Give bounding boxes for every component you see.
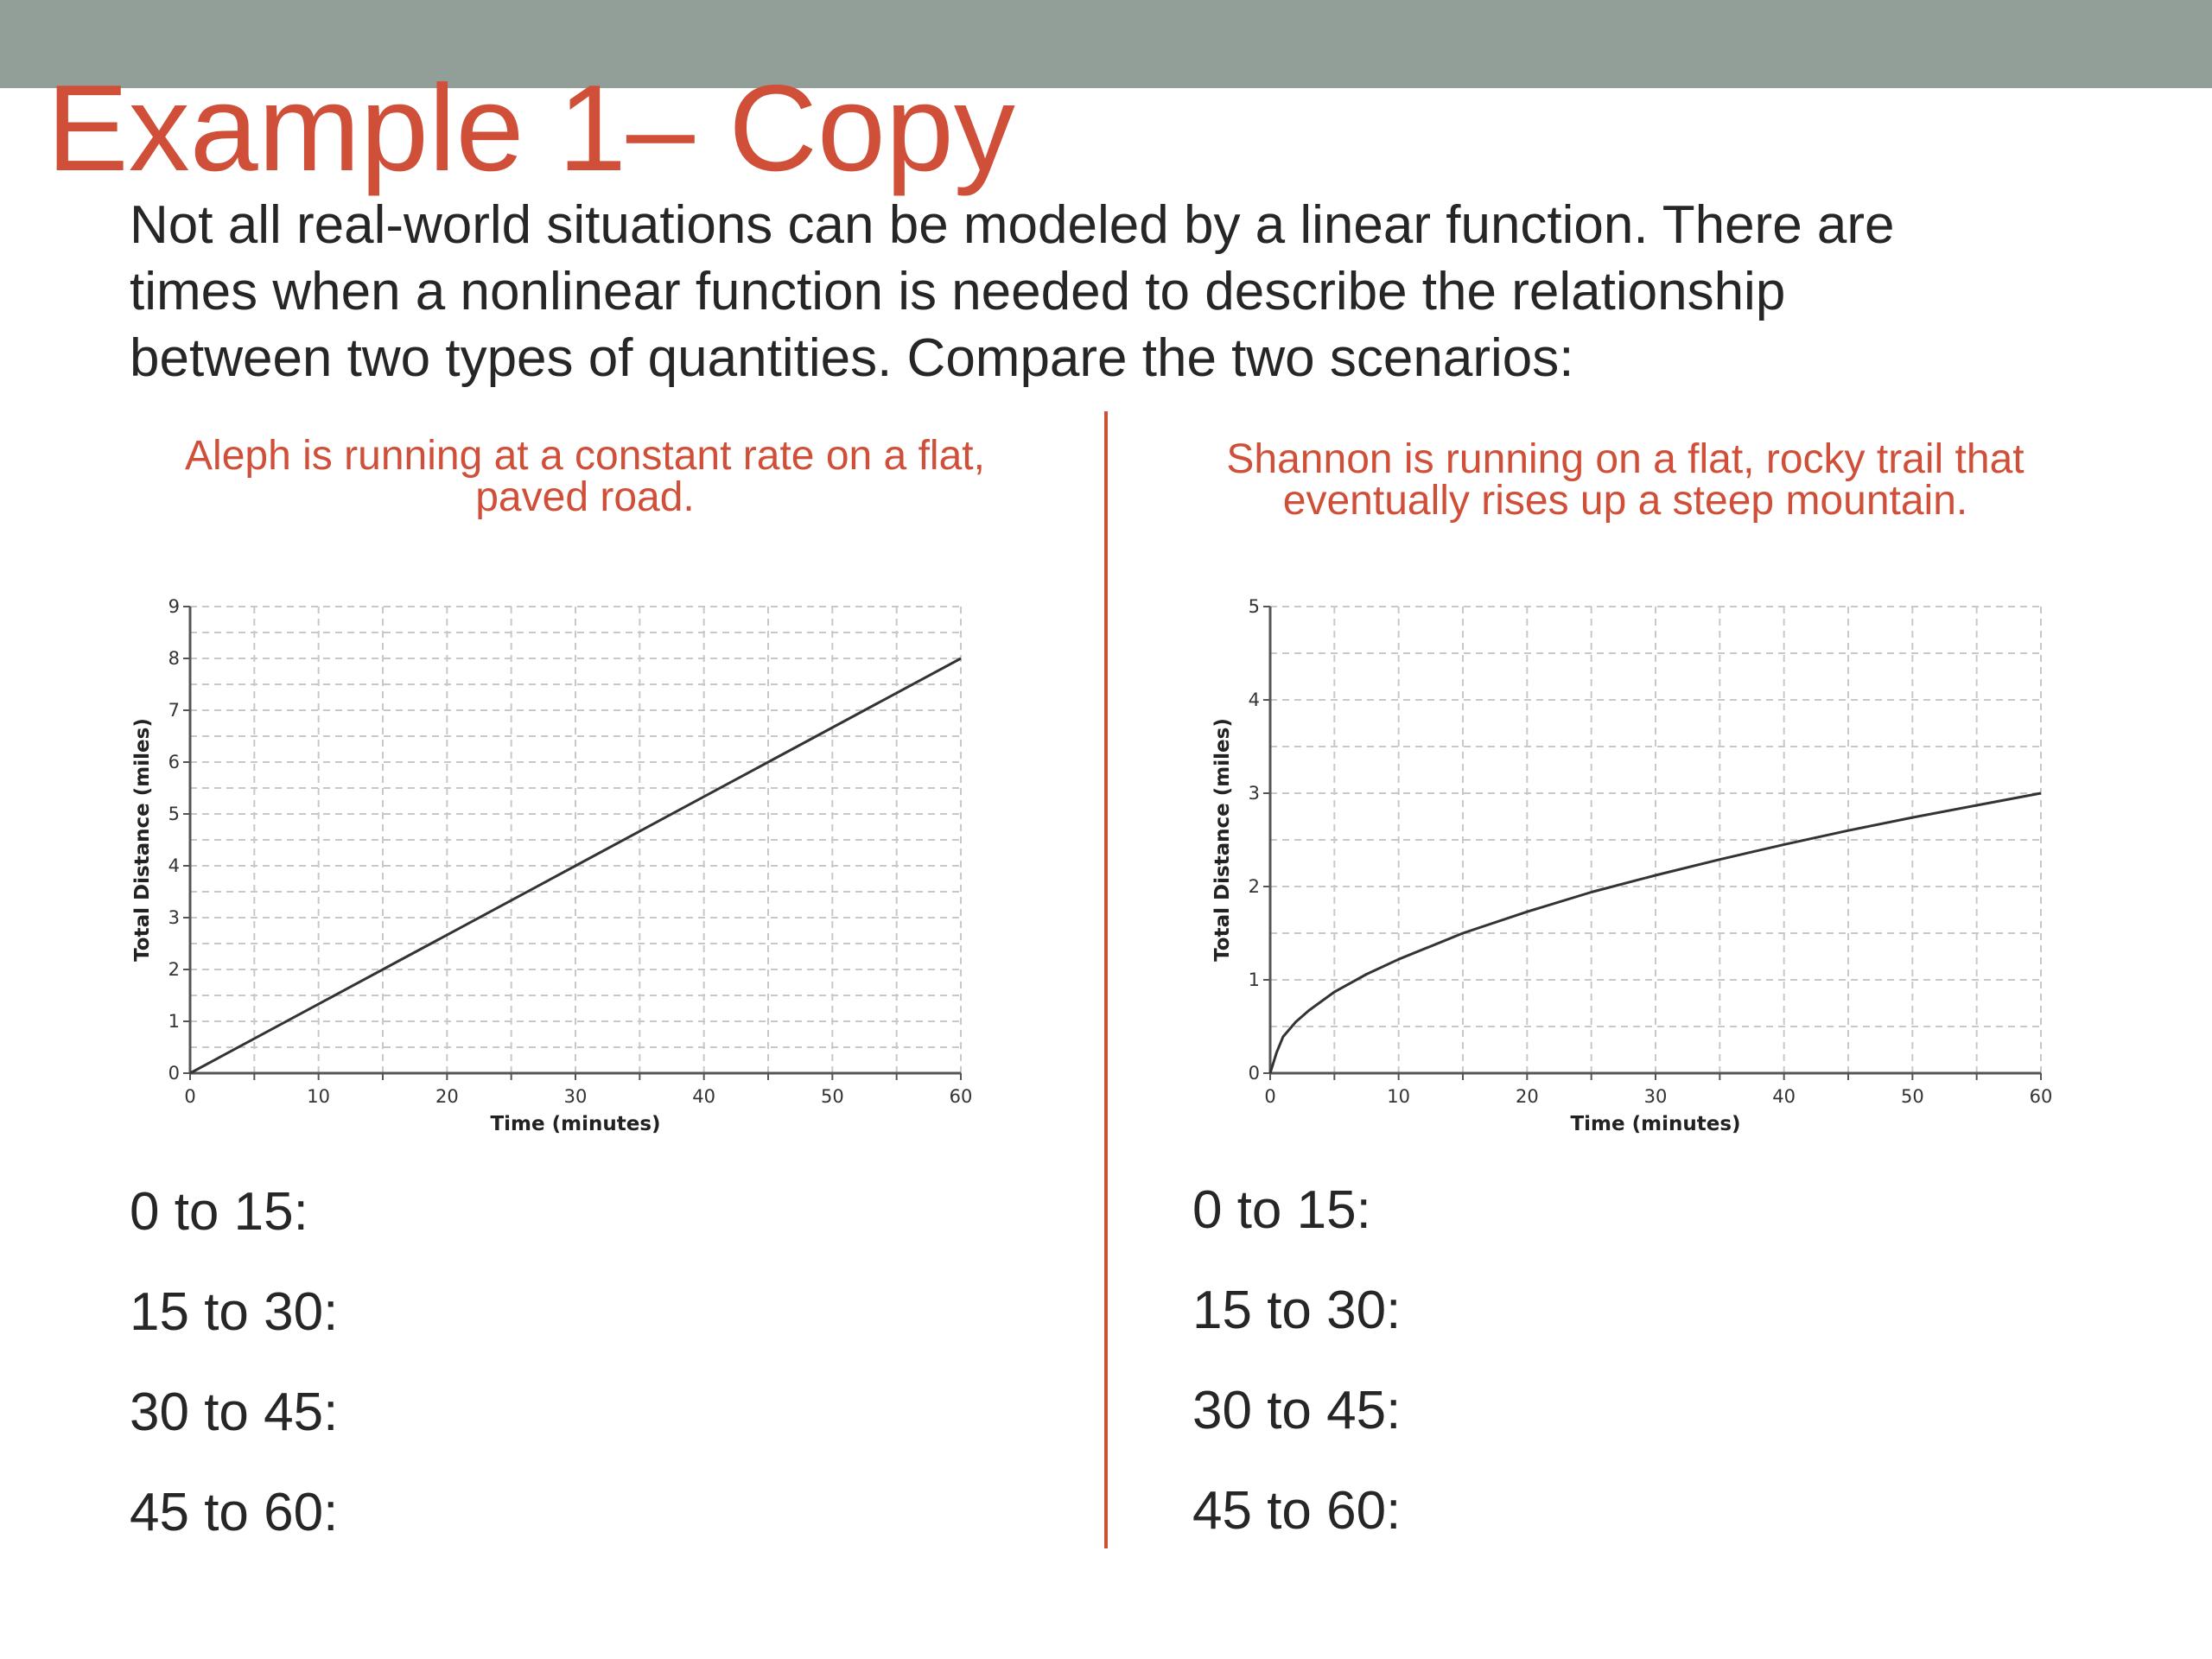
slide-title: Example 1– Copy xyxy=(47,60,1015,197)
x-tick-label: 40 xyxy=(1772,1086,1796,1107)
x-tick-label: 0 xyxy=(1264,1086,1276,1107)
y-tick-label: 1 xyxy=(168,1011,180,1032)
right-scenario-caption xyxy=(1128,436,2122,524)
x-tick-label: 10 xyxy=(307,1086,331,1107)
y-tick-label: 2 xyxy=(1248,876,1260,897)
y-tick-label: 9 xyxy=(168,596,180,617)
x-axis-label: Time (minutes) xyxy=(1570,1113,1741,1135)
x-tick-label: 20 xyxy=(435,1086,459,1107)
y-tick-label: 8 xyxy=(168,648,180,669)
grid xyxy=(1270,607,2041,1073)
right-prompt-0-15: 0 to 15: xyxy=(1192,1180,1371,1240)
y-tick-label: 3 xyxy=(1248,783,1260,804)
y-tick-label: 0 xyxy=(1248,1063,1260,1084)
intro-line: Not all real-world situations can be modeled by a linear function. There are xyxy=(130,195,1895,255)
intro-paragraph xyxy=(130,192,2143,391)
left-prompt-45-60: 45 to 60: xyxy=(130,1483,339,1542)
left-prompt-0-15: 0 to 15: xyxy=(130,1182,308,1242)
left-scenario-line: Aleph is running at a constant rate on a flat, xyxy=(185,433,985,479)
y-tick-label: 0 xyxy=(168,1063,180,1084)
left-prompt-30-45: 30 to 45: xyxy=(130,1382,339,1442)
y-tick-label: 4 xyxy=(1248,690,1260,710)
x-tick-label: 40 xyxy=(692,1086,716,1107)
x-tick-label: 60 xyxy=(949,1086,973,1107)
y-tick-label: 5 xyxy=(168,804,180,824)
y-tick-label: 5 xyxy=(1248,596,1260,617)
x-tick-label: 50 xyxy=(1900,1086,1924,1107)
left-prompt-15-30: 15 to 30: xyxy=(130,1282,339,1342)
left-distance-time-chart xyxy=(121,589,1002,1142)
y-tick-label: 4 xyxy=(168,855,180,876)
y-axis-label: Total Distance (miles) xyxy=(1211,718,1234,962)
y-axis-label: Total Distance (miles) xyxy=(131,718,154,962)
grid xyxy=(190,607,961,1073)
x-tick-label: 30 xyxy=(1643,1086,1668,1107)
y-tick-label: 3 xyxy=(168,907,180,928)
y-tick-label: 7 xyxy=(168,700,180,721)
x-axis-label: Time (minutes) xyxy=(490,1113,661,1135)
x-tick-label: 0 xyxy=(184,1086,196,1107)
y-tick-label: 2 xyxy=(168,959,180,980)
intro-line: between two types of quantities. Compare the two scenarios: xyxy=(130,328,1574,388)
right-scenario-line: Shannon is running on a flat, rocky trail that xyxy=(1226,436,2024,482)
x-tick-label: 50 xyxy=(820,1086,844,1107)
right-scenario-line: eventually rises up a steep mountain. xyxy=(1282,478,1968,524)
x-tick-label: 60 xyxy=(2029,1086,2053,1107)
left-scenario-caption xyxy=(88,435,1082,518)
y-tick-label: 1 xyxy=(1248,969,1260,990)
x-tick-label: 20 xyxy=(1515,1086,1539,1107)
x-tick-label: 30 xyxy=(563,1086,588,1107)
right-prompt-30-45: 30 to 45: xyxy=(1192,1381,1402,1440)
intro-line: times when a nonlinear function is needed to describe the relationship xyxy=(130,262,1786,321)
right-prompt-45-60: 45 to 60: xyxy=(1192,1481,1402,1541)
right-distance-time-chart xyxy=(1201,589,2082,1142)
left-scenario-line: paved road. xyxy=(475,474,695,520)
column-divider xyxy=(1104,411,1108,1548)
y-tick-label: 6 xyxy=(168,752,180,772)
x-tick-label: 10 xyxy=(1387,1086,1411,1107)
right-prompt-15-30: 15 to 30: xyxy=(1192,1281,1402,1340)
